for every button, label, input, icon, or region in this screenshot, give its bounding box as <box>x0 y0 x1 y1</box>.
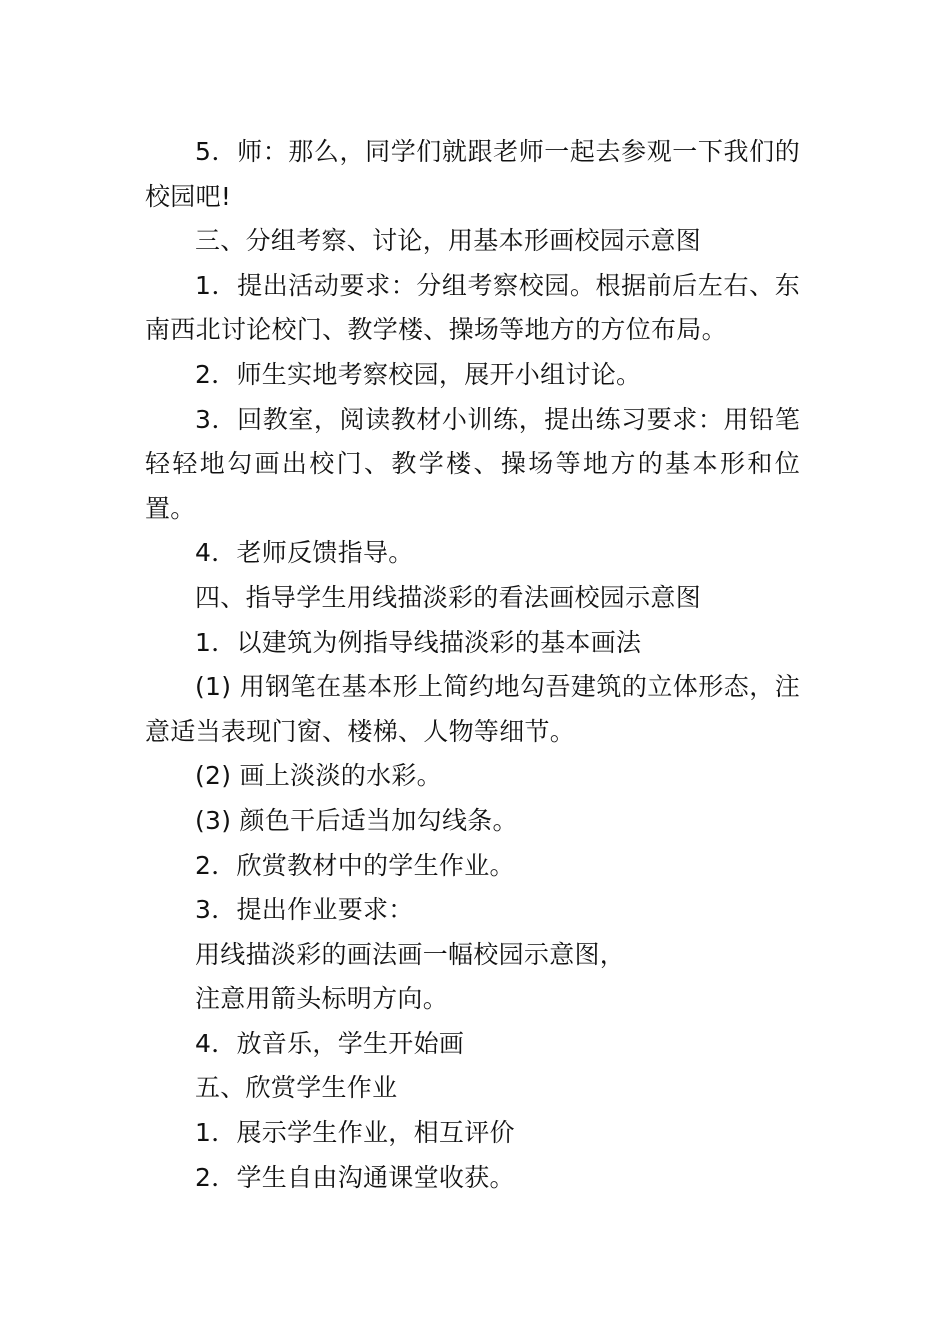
document-body <box>145 130 800 1200</box>
paragraph-substep-1: (1) 用钢笔在基本形上简约地勾吾建筑的立体形态，注意适当表现门窗、楼梯、人物等细节。 <box>145 672 800 746</box>
paragraph-activity-requirements: 1．提出活动要求：分组考察校园。根据前后左右、东南西北讨论校门、教学楼、操场等地方的方位布局。 <box>145 270 800 345</box>
paragraph-teacher-feedback: 4．老师反馈指导。 <box>195 538 414 568</box>
section-heading-4: 四、指导学生用线描淡彩的看法画校园示意图 <box>195 582 702 612</box>
paragraph-assignment-requirements: 3．提出作业要求： <box>195 895 414 925</box>
section-heading-5: 五、欣赏学生作业 <box>195 1073 398 1103</box>
paragraph-substep-2: (2) 画上淡淡的水彩。 <box>195 761 442 791</box>
paragraph-assignment-detail-2: 注意用箭头标明方向。 <box>195 984 449 1014</box>
paragraph-substep-3: (3) 颜色干后适当加勾线条。 <box>195 805 518 835</box>
paragraph-appreciate-works: 2．欣赏教材中的学生作业。 <box>195 850 515 880</box>
paragraph-field-survey: 2．师生实地考察校园，展开小组讨论。 <box>195 359 642 389</box>
paragraph-practice-requirements: 3．回教室，阅读教材小训练，提出练习要求：用铅笔轻轻地勾画出校门、教学楼、操场等地方的基本形和位置。 <box>145 404 800 523</box>
paragraph-assignment-detail-1: 用线描淡彩的画法画一幅校园示意图， <box>195 939 626 969</box>
section-heading-3: 三、分组考察、讨论，用基本形画校园示意图 <box>195 226 702 256</box>
paragraph-step-5-visit-campus: 5．师：那么，同学们就跟老师一起去参观一下我们的校园吧! <box>145 137 800 211</box>
paragraph-basic-method: 1．以建筑为例指导线描淡彩的基本画法 <box>195 627 642 657</box>
paragraph-share-gains: 2．学生自由沟通课堂收获。 <box>195 1162 515 1192</box>
paragraph-play-music: 4．放音乐，学生开始画 <box>195 1028 465 1058</box>
paragraph-show-works: 1．展示学生作业，相互评价 <box>195 1118 515 1148</box>
